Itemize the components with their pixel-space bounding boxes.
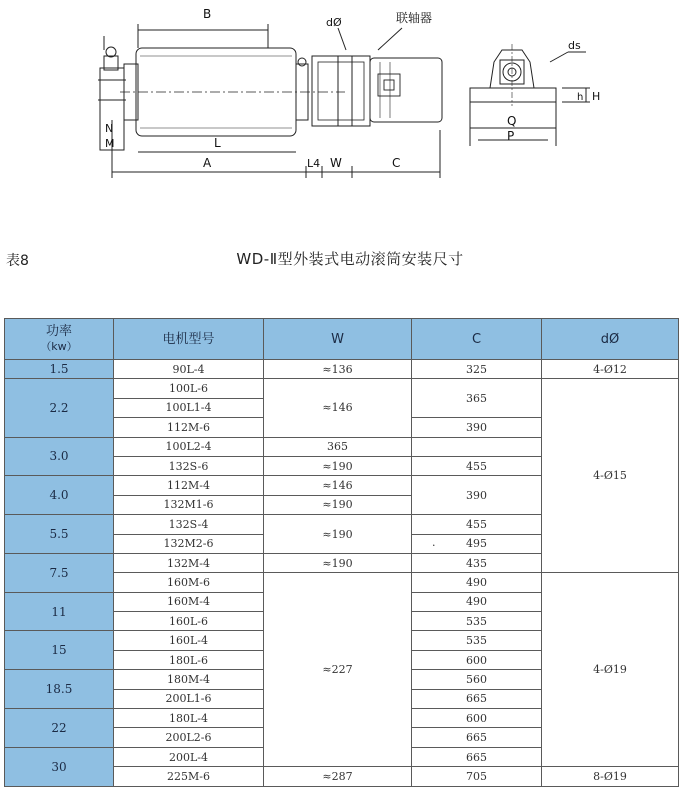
model-cell: 180M-4 <box>114 670 264 689</box>
model-cell: 112M-6 <box>114 418 264 437</box>
model-cell: 112M-4 <box>114 476 264 495</box>
c-cell: 665 <box>412 728 542 747</box>
w-cell: ≈287 <box>264 767 412 786</box>
model-cell: 132S-6 <box>114 456 264 475</box>
stray-mark: . <box>432 535 436 549</box>
label-coupling: 联轴器 <box>396 11 433 25</box>
model-cell: 132M1-6 <box>114 495 264 514</box>
label-M: M <box>105 137 115 150</box>
model-cell: 200L2-6 <box>114 728 264 747</box>
c-cell: 535 <box>412 612 542 631</box>
model-cell: 160M-6 <box>114 573 264 592</box>
c-cell: 665 <box>412 747 542 766</box>
d-cell: 4-Ø12 <box>542 360 679 379</box>
power-cell: 15 <box>5 631 114 670</box>
model-cell: 160L-4 <box>114 631 264 650</box>
c-cell: 665 <box>412 689 542 708</box>
model-cell: 90L-4 <box>114 360 264 379</box>
w-cell: ≈190 <box>264 553 412 572</box>
model-cell: 200L-4 <box>114 747 264 766</box>
header-d: dØ <box>542 319 679 360</box>
label-C: C <box>392 156 401 170</box>
w-cell: ≈190 <box>264 456 412 475</box>
c-cell: 435 <box>412 553 542 572</box>
model-cell: 225M-6 <box>114 767 264 786</box>
label-H: H <box>592 90 601 103</box>
power-cell: 7.5 <box>5 553 114 592</box>
model-cell: 200L1-6 <box>114 689 264 708</box>
c-cell: 600 <box>412 650 542 669</box>
model-cell: 180L-4 <box>114 709 264 728</box>
d-cell: 4-Ø19 <box>542 573 679 767</box>
power-cell: 2.2 <box>5 379 114 437</box>
w-cell: ≈146 <box>264 476 412 495</box>
bearing-seat-base <box>470 88 556 102</box>
label-P: P <box>507 129 515 143</box>
c-cell: 560 <box>412 670 542 689</box>
c-cell: . 495 <box>412 534 542 553</box>
label-A: A <box>203 156 212 170</box>
motor-body <box>370 58 442 122</box>
c-cell: 535 <box>412 631 542 650</box>
label-B: B <box>203 7 212 21</box>
c-cell: 490 <box>412 573 542 592</box>
table-header-row <box>5 319 679 360</box>
c-cell: 490 <box>412 592 542 611</box>
power-cell: 4.0 <box>5 476 114 515</box>
power-cell: 22 <box>5 709 114 748</box>
c-cell: 365 <box>412 379 542 418</box>
label-L: L <box>214 136 221 150</box>
model-cell: 160L-6 <box>114 612 264 631</box>
model-cell: 132M-4 <box>114 553 264 572</box>
c-cell: 455 <box>412 515 542 534</box>
w-cell: ≈136 <box>264 360 412 379</box>
power-cell: 11 <box>5 592 114 631</box>
dimension-drawing <box>0 0 680 200</box>
label-N: N <box>105 122 114 135</box>
c-cell: 325 <box>412 360 542 379</box>
model-cell: 100L1-4 <box>114 398 264 417</box>
power-cell: 3.0 <box>5 437 114 476</box>
c-cell: 705 <box>412 767 542 786</box>
model-cell: 100L-6 <box>114 379 264 398</box>
model-cell: 132M2-6 <box>114 534 264 553</box>
header-power: 功率 （kw） <box>5 319 114 360</box>
c-cell: 455 <box>412 456 542 475</box>
table-number: 表8 <box>6 253 29 269</box>
label-W: W <box>330 156 342 170</box>
header-motor-model: 电机型号 <box>114 319 264 360</box>
table-row <box>5 379 679 398</box>
w-cell: ≈227 <box>264 573 412 767</box>
w-cell: ≈190 <box>264 515 412 554</box>
model-cell: 160M-4 <box>114 592 264 611</box>
header-c: C <box>412 319 542 360</box>
label-L4: L4 <box>307 157 321 170</box>
model-cell: 100L2-4 <box>114 437 264 456</box>
power-cell: 30 <box>5 747 114 786</box>
c-cell: 390 <box>412 476 542 515</box>
power-cell: 1.5 <box>5 360 114 379</box>
c-cell: 600 <box>412 709 542 728</box>
d-cell: 4-Ø15 <box>542 379 679 573</box>
label-h: h <box>577 92 584 103</box>
c-cell: 390 <box>412 418 542 437</box>
model-cell: 132S-4 <box>114 515 264 534</box>
power-cell: 5.5 <box>5 515 114 554</box>
model-cell: 180L-6 <box>114 650 264 669</box>
label-Q: Q <box>507 114 517 128</box>
table-row <box>5 360 679 379</box>
w-cell: ≈190 <box>264 495 412 514</box>
w-cell: ≈146 <box>264 379 412 437</box>
c-cell: 365 <box>264 437 412 456</box>
label-dphi: dØ <box>326 16 342 29</box>
header-w: W <box>264 319 412 360</box>
coupling-housing <box>312 56 370 126</box>
power-cell: 18.5 <box>5 670 114 709</box>
label-ds: ds <box>568 39 581 52</box>
installation-dimensions-table <box>4 318 679 787</box>
table-title: WD-Ⅱ型外装式电动滚筒安装尺寸 <box>236 250 464 268</box>
d-cell: 8-Ø19 <box>542 767 679 786</box>
